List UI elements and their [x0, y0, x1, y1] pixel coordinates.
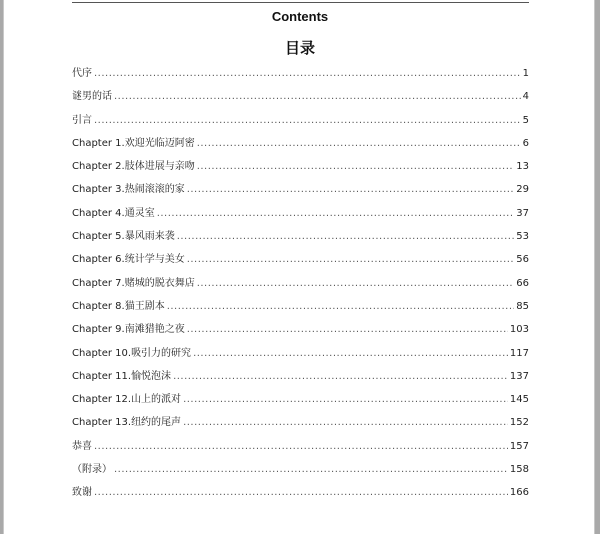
toc-leader-dots: [197, 137, 521, 151]
toc-entry-page: 166: [509, 487, 529, 499]
toc-leader-dots: [193, 347, 508, 361]
table-of-contents: [72, 67, 529, 510]
toc-leader-dots: [157, 207, 515, 221]
toc-entry-page: 5: [522, 114, 529, 126]
toc-entry-title: Chapter 11.愉悦泡沫: [72, 370, 172, 382]
toc-entry-title: Chapter 9.南滩猎艳之夜: [72, 324, 185, 336]
toc-entry-title: Chapter 6.统计学与美女: [72, 254, 185, 266]
toc-entry-title: 代序: [72, 68, 92, 79]
toc-entry-title: （附录）: [72, 464, 112, 476]
toc-entry-title: Chapter 7.赌城的脱衣舞店: [72, 277, 195, 289]
toc-leader-dots: [94, 114, 521, 128]
toc-entry-page: 29: [516, 184, 529, 196]
toc-entry-title: Chapter 13.纽约的尾声: [72, 417, 182, 429]
toc-entry[interactable]: [72, 463, 529, 486]
toc-leader-dots: [187, 183, 515, 197]
toc-entry-title: Chapter 2.肢体进展与亲吻: [72, 161, 195, 173]
toc-entry-page: 145: [509, 394, 529, 406]
toc-entry[interactable]: [72, 370, 529, 393]
toc-entry-title: Chapter 10.吸引力的研究: [72, 347, 192, 359]
toc-leader-dots: [183, 393, 508, 407]
toc-entry[interactable]: [72, 183, 529, 206]
toc-entry-page: 158: [509, 464, 529, 476]
toc-entry[interactable]: [72, 416, 529, 439]
toc-entry-page: 157: [509, 440, 529, 452]
toc-entry-title: 致谢: [72, 487, 92, 499]
toc-entry-title: 引言: [72, 114, 92, 126]
toc-leader-dots: [167, 300, 515, 314]
toc-leader-dots: [114, 463, 508, 477]
toc-entry[interactable]: [72, 440, 529, 463]
toc-entry-title: 谜男的话: [72, 91, 112, 103]
toc-leader-dots: [197, 160, 515, 174]
toc-leader-dots: [197, 277, 515, 291]
toc-entry-title: 恭喜: [72, 440, 92, 452]
toc-entry[interactable]: [72, 160, 529, 183]
toc-leader-dots: [114, 90, 521, 104]
toc-entry-page: 117: [509, 347, 529, 359]
toc-entry[interactable]: [72, 393, 529, 416]
toc-entry-page: 137: [509, 370, 529, 382]
toc-entry[interactable]: [72, 114, 529, 137]
toc-entry-page: 85: [516, 300, 529, 312]
toc-entry-page: 152: [509, 417, 529, 429]
toc-entry[interactable]: [72, 347, 529, 370]
toc-entry-page: 53: [516, 231, 529, 243]
toc-leader-dots: [177, 230, 515, 244]
toc-entry-page: 4: [522, 91, 529, 103]
toc-entry[interactable]: [72, 300, 529, 323]
toc-entry[interactable]: [72, 67, 529, 90]
toc-entry-title: Chapter 8.猫王剧本: [72, 300, 165, 312]
toc-entry-title: Chapter 5.暴风雨来袭: [72, 231, 175, 243]
toc-entry[interactable]: [72, 230, 529, 253]
toc-entry[interactable]: [72, 90, 529, 113]
toc-entry-page: 56: [516, 254, 529, 266]
toc-entry-page: 1: [522, 68, 529, 79]
toc-leader-dots: [94, 486, 508, 500]
toc-entry-page: 66: [516, 277, 529, 289]
top-divider: [72, 2, 529, 3]
toc-leader-dots: [94, 67, 521, 81]
toc-entry-title: Chapter 3.热闹滚滚的家: [72, 184, 185, 196]
toc-entry-page: 6: [522, 137, 529, 149]
toc-entry[interactable]: [72, 323, 529, 346]
toc-entry[interactable]: [72, 137, 529, 160]
toc-leader-dots: [187, 253, 515, 267]
toc-entry-page: 103: [509, 324, 529, 336]
toc-entry-title: Chapter 4.通灵室: [72, 207, 155, 219]
toc-leader-dots: [173, 370, 508, 384]
contents-heading-zh: 目录: [284, 39, 315, 57]
contents-heading-en: Contents: [271, 9, 329, 24]
toc-leader-dots: [183, 416, 508, 430]
toc-leader-dots: [187, 323, 508, 337]
toc-entry-title: Chapter 12.山上的派对: [72, 394, 182, 406]
toc-entry[interactable]: [72, 207, 529, 230]
document-page: [3, 0, 595, 534]
toc-entry-page: 13: [516, 161, 529, 173]
toc-entry[interactable]: [72, 277, 529, 300]
toc-entry[interactable]: [72, 486, 529, 509]
toc-entry[interactable]: [72, 253, 529, 276]
toc-entry-page: 37: [516, 207, 529, 219]
toc-entry-title: Chapter 1.欢迎光临迈阿密: [72, 137, 195, 149]
toc-leader-dots: [94, 440, 508, 454]
